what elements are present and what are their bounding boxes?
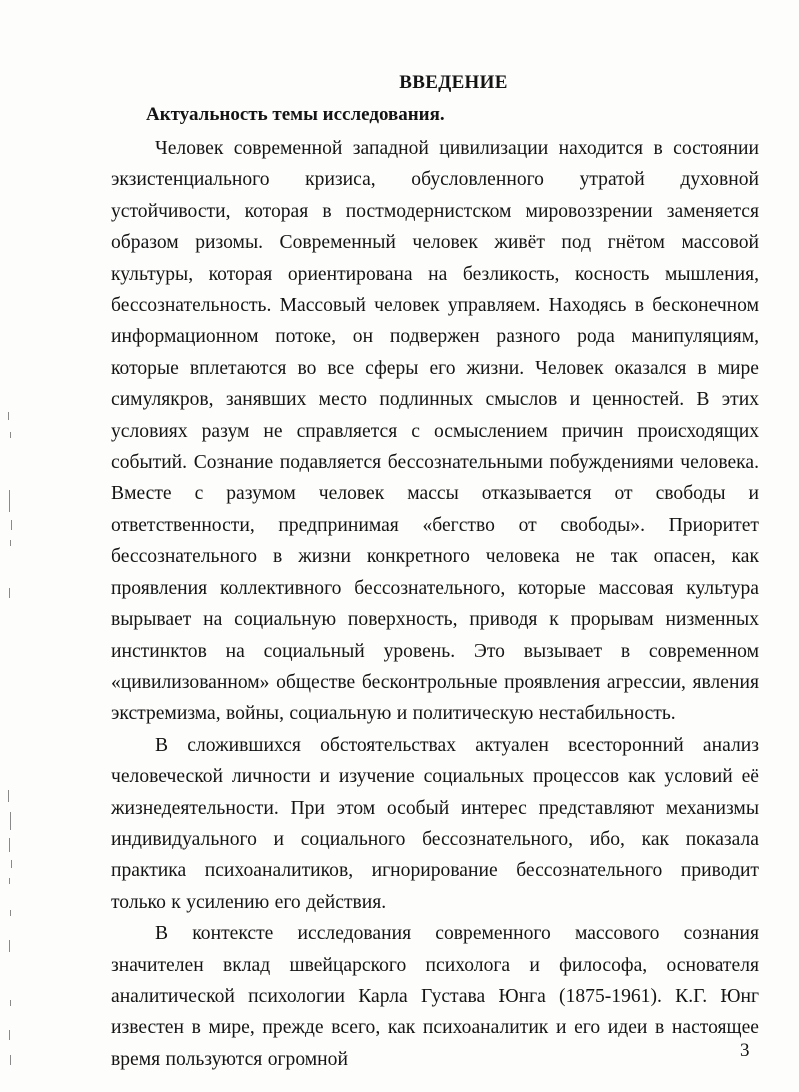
section-heading: ВВЕДЕНИЕ — [399, 72, 508, 93]
paragraph-2: В сложившихся обстоятельствах актуален всесторонний анализ человеческой личности и изучение социальных процессов как условий её жизнедеятельности. При этом особый интерес представляют механизмы индивидуального и социального бессознательного, ибо, как показала практика психоаналитиков, игнорирование бессознательного приводит только к усилению его действия. — [111, 734, 759, 913]
scan-artifacts — [0, 0, 30, 1092]
paragraph-1: Человек современной западной цивилизации находится в состоянии экзистенциального кризиса, обусловленного утратой духовной устойчивости, которая в постмодернистском мировоззрении заменяется образом ризомы. Современный человек живёт под гнётом массовой культуры, которая ориентирована на безликость, косность мышления, бессознательность. Массовый человек управляем. Находясь в бесконечном информационном потоке, он подвержен разного рода манипуляциям, которые вплетаются во все сферы его жизни. Человек оказался в мире симулякров, занявших место подлинных смыслов и ценностей. В этих условиях разум не справляется с осмыслением причин происходящих событий. Сознание подавляется бессознательными побуждениями человека. Вместе с разумом человек массы отказывается от свободы и ответственности, предпринимая «бегство от свободы». Приоритет бессознательного в жизни конкретного человека не так опасен, как проявления коллективного бессознательного, которые массовая культура вырывает на социальную поверхность, приводя к прорывам низменных инстинктов на социальный уровень. Это вызывает в современном «цивилизованном» обществе бесконтрольные проявления агрессии, явления экстремизма, войны, социальную и политическую нестабильность. — [111, 138, 759, 725]
body-text — [111, 133, 759, 1075]
subsection-heading: Актуальность темы исследования. — [146, 104, 445, 125]
paragraph-3: В контексте исследования современного массового сознания значителен вклад швейцарского психолога и философа, основателя аналитической психологии Карла Густава Юнга (1875-1961). К.Г. Юнг известен в мире, прежде всего, как психоаналитик и его идеи в настоящее время пользуются огромной — [111, 923, 759, 1070]
page-number: 3 — [740, 1040, 750, 1061]
